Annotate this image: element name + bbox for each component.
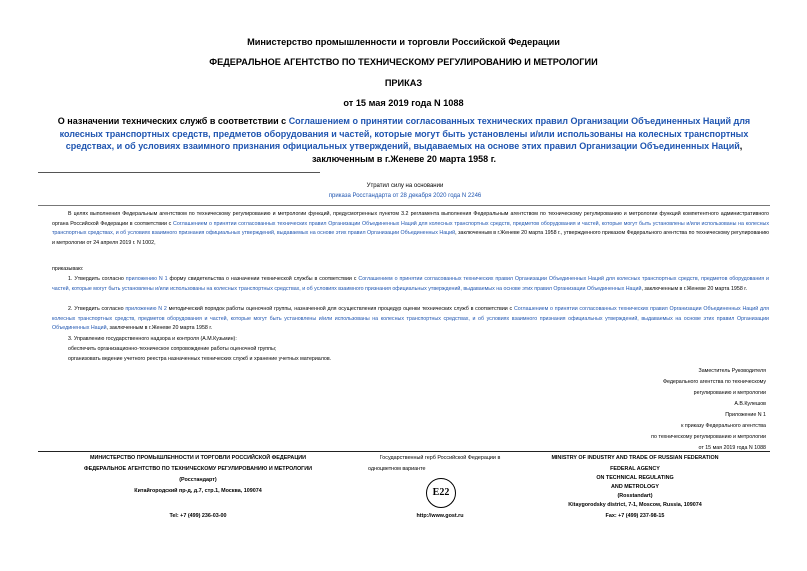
item-2 (52, 305, 769, 334)
item-2-text-c: , заключенным в г.Женеве 20 марта 1958 г. (106, 325, 213, 332)
letterhead-right-agency: FEDERAL AGENCY (610, 466, 660, 472)
agency-title: ФЕДЕРАЛЬНОЕ АГЕНТСТВО ПО ТЕХНИЧЕСКОМУ РЕГУЛИРОВАНИЮ И МЕТРОЛОГИИ (209, 57, 598, 67)
ministry-title: Министерство промышленности и торговли Российской Федерации (247, 37, 560, 47)
item-1-text-a: 1. Утвердить согласно (68, 276, 126, 282)
letterhead-right-short: (Rosstandart) (617, 493, 653, 499)
document-type: ПРИКАЗ (384, 78, 423, 88)
letterhead-right-ministry: MINISTRY OF INDUSTRY AND TRADE OF RUSSIAN FEDERATION (551, 455, 719, 461)
letterhead-emblem-note: Государственный герб Российской Федерации в (379, 455, 501, 461)
letterhead-right-agency-3: AND METROLOGY (611, 484, 659, 490)
signature-block (500, 366, 766, 410)
letterhead-left-agency: ФЕДЕРАЛЬНОЕ АГЕНТСТВО ПО ТЕХНИЧЕСКОМУ РЕГУЛИРОВАНИЮ И МЕТРОЛОГИИ (84, 466, 312, 472)
item-1-text-c: , заключенным в г.Женеве 20 марта 1958 г. (641, 285, 747, 292)
appendix-ref-1: к приказу Федерального агентства (681, 423, 766, 429)
lost-force-note: Утратил силу на основании (366, 183, 444, 189)
letterhead-right-fax: Fax: +7 (499) 237-98-15 (605, 513, 665, 519)
item-1 (52, 275, 769, 294)
item-3-1: обеспечить организационно-техническое сопровождение работы оценочной группы; (68, 346, 277, 352)
preamble-text-a: В целях выполнения Федеральным агентством по техническому регулированию и метрологии функций, предусмотренных пунктом 3.2 регламента выполнения Федеральным агентством по техническому регулированию и метрологии функций компетентного административного органа Российской Федерации в соответствии с (52, 211, 769, 227)
item-1-agreement-link[interactable]: Соглашением о принятии согласованных технических правил Организации Объединенных Наций для колесных транспортных средств, предметов оборудования и частей, которые могут быть установлены и/или использованы на колесных транспортных средствах, и об условиях взаимного признания официальных утверждений, выдаваемых на основе этих правил Организации Объединенных Наций (52, 276, 769, 292)
item-2-text-b: методический порядок работы оценочной группы, назначенной для осуществления процедур оценки технических служб в соответствии с (166, 306, 514, 312)
item-3: 3. Управлению государственного надзора и контроля (А.М.Кузьмин): (68, 336, 237, 342)
signature-agency: Федерального агентства по техническому (662, 379, 766, 385)
agreement-link[interactable]: Соглашением о принятии согласованных технических правил Организации Объединенных Наций для колесных транспортных средств, предметов оборудования и частей, которые могут быть установлены и/или использованы на колесных транспортных средствах, и об условиях взаимного признания официальных утверждений, выдаваемых на основе этих правил Организации Объединенных Наций (59, 116, 751, 151)
appendix-1-link[interactable]: приложению N 1 (125, 276, 168, 282)
appendix-heading (500, 410, 766, 454)
separator-line (38, 172, 320, 173)
letterhead-url[interactable]: http://www.gost.ru (416, 513, 464, 519)
preamble-paragraph (52, 210, 769, 249)
order-subject-prefix: О назначении технических служб в соответствии с (57, 116, 289, 126)
signature-name: А.В.Кулешов (734, 401, 766, 407)
order-date-number: от 15 мая 2019 года N 1088 (343, 98, 464, 108)
divider-top (38, 205, 770, 206)
lost-force-link[interactable]: приказа Росстандарта от 28 декабря 2020 года N 2246 (328, 193, 482, 199)
preamble-agreement-link[interactable]: Соглашением о принятии согласованных технических правил Организации Объединенных Наций для колесных транспортных средств, предметов оборудования и частей, которые могут быть установлены и/или использованы на колесных транспортных средствах, и об условиях взаимного признания официальных утверждений, выдаваемых на основе этих правил Организации Объединенных Наций (52, 220, 769, 237)
preamble-text-b: , заключенным в г.Женеве 20 марта 1958 г., утвержденного приказом Федерального агентства по техническому регулированию и метрологии от 24 апреля 2019 г. N 1002, (52, 230, 769, 247)
appendix-2-link[interactable]: приложению N 2 (125, 306, 167, 312)
letterhead-left-ministry: МИНИСТЕРСТВО ПРОМЫШЛЕННОСТИ И ТОРГОВЛИ РОССИЙСКОЙ ФЕДЕРАЦИИ (89, 455, 307, 461)
order-subject-suffix: , заключенным в г.Женеве 20 марта 1958 г. (311, 141, 743, 164)
letterhead-right-agency-2: ON TECHNICAL REGULATING (596, 475, 674, 481)
order-word: приказываю: (52, 266, 84, 272)
appendix-ref-2: по техническому регулированию и метрологии (651, 434, 766, 440)
signature-agency-cont: регулированию и метрологии (693, 390, 766, 396)
item-1-text-b: форму свидетельства о назначении технической службы в соответствии с (167, 276, 359, 282)
letterhead-left-address: Китайгородский пр-д, д.7, стр.1, Москва, 109074 (134, 488, 262, 494)
appendix-ref-3: от 15 мая 2019 года N 1088 (698, 445, 766, 451)
item-2-text-a: 2. Утвердить согласно (68, 306, 126, 312)
letterhead-left-short: (Росстандарт) (179, 477, 217, 483)
item-3-2: организовать ведение учетного реестра назначенных технических служб и хранение учетных материалов. (68, 356, 332, 362)
item-2-agreement-link[interactable]: Соглашением о принятии согласованных технических правил Организации Объединенных Наций для колесных транспортных средств, предметов оборудования и частей, которые могут быть установлены и/или использованы на колесных транспортных средствах, и об условиях взаимного признания официальных утверждений, выдаваемых на основе этих правил Организации Объединенных Наций (52, 306, 770, 332)
appendix-number: Приложение N 1 (725, 412, 766, 418)
letterhead-emblem-note-2: одноцветном варианте (368, 466, 426, 472)
letterhead-left-tel: Tel: +7 (499) 236-03-00 (169, 513, 227, 519)
e-mark-icon: E22 (426, 478, 456, 508)
letterhead-top-rule (38, 451, 770, 452)
letterhead-right-address: Kitaygorodsky district, 7-1, Moscow, Russia, 109074 (568, 502, 702, 508)
order-subject (48, 115, 760, 165)
signature-position: Заместитель Руководителя (698, 368, 766, 374)
